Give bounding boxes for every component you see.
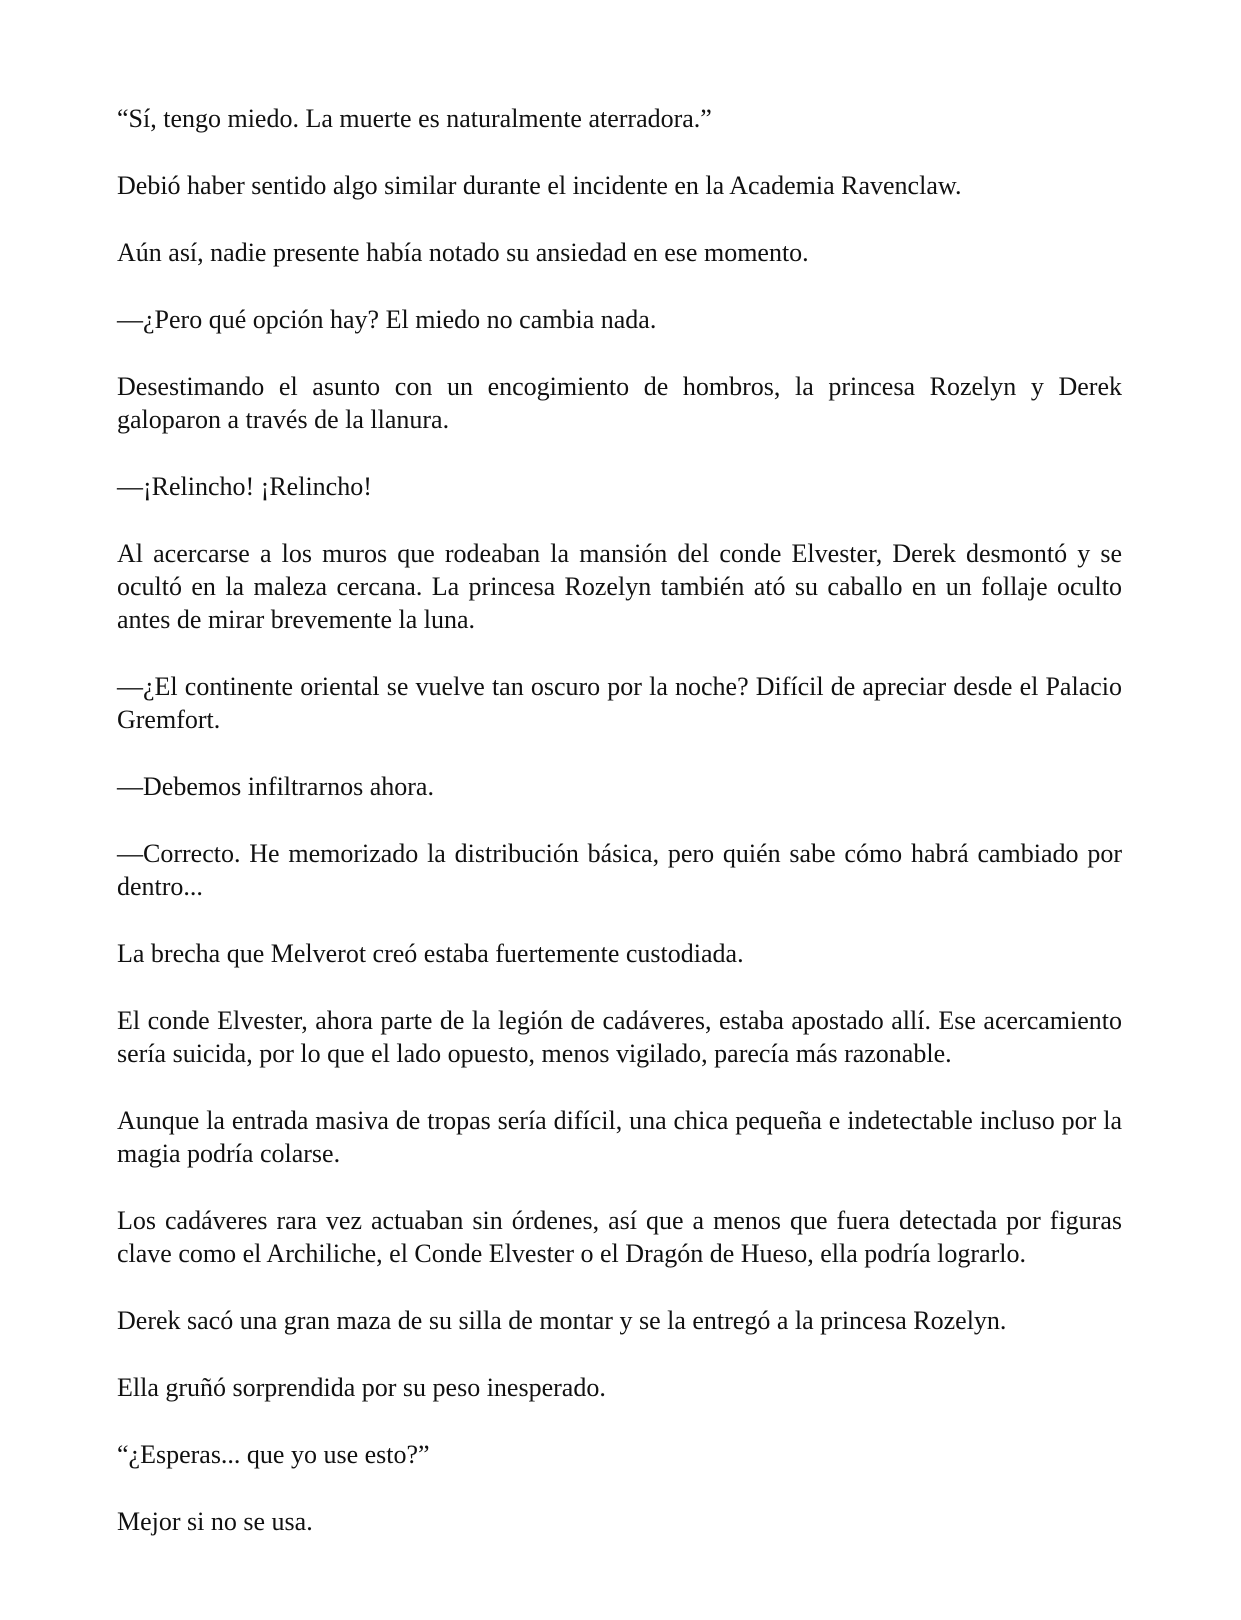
document-page bbox=[117, 102, 1122, 1572]
paragraph-7: Al acercarse a los muros que rodeaban la mansión del conde Elvester, Derek desmontó y se ocultó en la maleza cercana. La princesa Rozelyn también ató su caballo en un follaje oculto antes de mirar brevemente la luna. bbox=[117, 539, 1122, 634]
paragraph-13: Aunque la entrada masiva de tropas sería difícil, una chica pequeña e indetectable incluso por la magia podría colarse. bbox=[117, 1106, 1122, 1168]
paragraph-8: —¿El continente oriental se vuelve tan oscuro por la noche? Difícil de apreciar desde el Palacio Gremfort. bbox=[117, 672, 1122, 734]
paragraph-9: —Debemos infiltrarnos ahora. bbox=[117, 772, 434, 801]
paragraph-3: Aún así, nadie presente había notado su ansiedad en ese momento. bbox=[117, 238, 809, 267]
paragraph-14: Los cadáveres rara vez actuaban sin órdenes, así que a menos que fuera detectada por figuras clave como el Archiliche, el Conde Elvester o el Dragón de Hueso, ella podría lograrlo. bbox=[117, 1206, 1122, 1268]
paragraph-16: Ella gruñó sorprendida por su peso inesperado. bbox=[117, 1373, 606, 1402]
paragraph-15: Derek sacó una gran maza de su silla de montar y se la entregó a la princesa Rozelyn. bbox=[117, 1306, 1007, 1335]
paragraph-11: La brecha que Melverot creó estaba fuertemente custodiada. bbox=[117, 939, 744, 968]
paragraph-4: —¿Pero qué opción hay? El miedo no cambia nada. bbox=[117, 305, 657, 334]
paragraph-17: “¿Esperas... que yo use esto?” bbox=[117, 1440, 430, 1469]
paragraph-10: —Correcto. He memorizado la distribución básica, pero quién sabe cómo habrá cambiado por dentro... bbox=[117, 839, 1122, 901]
paragraph-1: “Sí, tengo miedo. La muerte es naturalmente aterradora.” bbox=[117, 104, 712, 133]
paragraph-12: El conde Elvester, ahora parte de la legión de cadáveres, estaba apostado allí. Ese acercamiento sería suicida, por lo que el lado opuesto, menos vigilado, parecía más razonable. bbox=[117, 1006, 1122, 1068]
paragraph-5: Desestimando el asunto con un encogimiento de hombros, la princesa Rozelyn y Derek galoparon a través de la llanura. bbox=[117, 372, 1122, 434]
paragraph-2: Debió haber sentido algo similar durante el incidente en la Academia Ravenclaw. bbox=[117, 171, 962, 200]
paragraph-6: —¡Relincho! ¡Relincho! bbox=[117, 472, 372, 501]
paragraph-18: Mejor si no se usa. bbox=[117, 1507, 313, 1536]
